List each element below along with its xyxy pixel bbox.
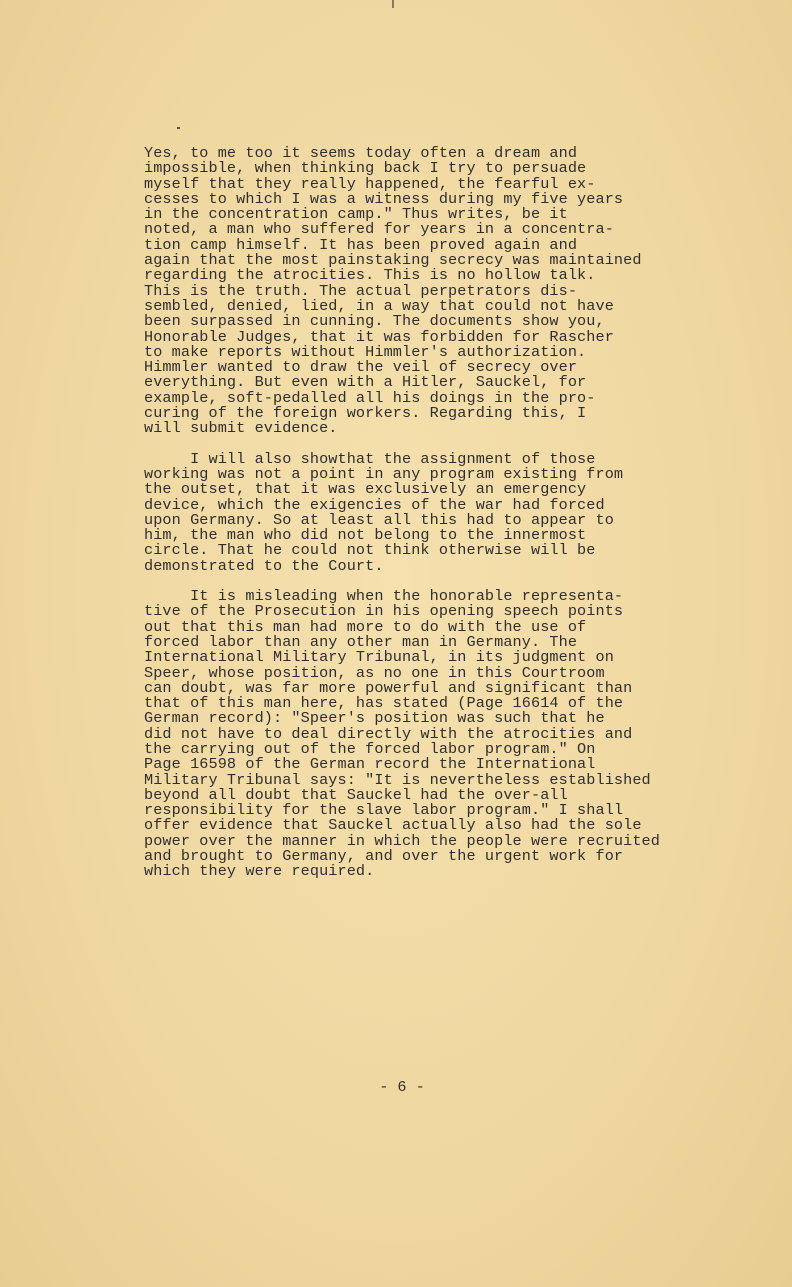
text-line: noted, a man who suffered for years in a concentra-	[144, 220, 614, 239]
text-line: impossible, when thinking back I try to persuade	[144, 159, 587, 178]
text-line: been surpassed in cunning. The documents show you,	[144, 312, 605, 331]
body-text	[144, 146, 704, 895]
text-line: the outset, that it was exclusively an emergency	[144, 480, 587, 499]
text-line: cesses to which I was a witness during my five years	[144, 189, 624, 208]
text-line: and brought to Germany, and over the urgent work for	[144, 847, 624, 866]
text-line: curing of the foreign workers. Regarding this, I	[144, 404, 587, 423]
text-line: Yes, to me too it seems today often a dream and	[144, 144, 578, 162]
text-line: can doubt, was far more powerful and significant than	[144, 678, 633, 697]
text-line: will submit evidence.	[144, 419, 338, 438]
text-line: that of this man here, has stated (Page 16614 of the	[144, 694, 624, 713]
text-line: circle. That he could not think otherwise will be	[144, 541, 596, 560]
text-line: International Military Tribunal, in its judgment on	[144, 648, 614, 667]
text-line: working was not a point in any program existing from	[144, 464, 624, 483]
stray-ink-mark	[177, 127, 180, 129]
text-line: forced labor than any other man in Germany. The	[144, 632, 578, 651]
text-line: Speer, whose position, as no one in this Courtroom	[144, 663, 605, 682]
text-line: the carrying out of the forced labor program." On	[144, 739, 596, 758]
text-line: tive of the Prosecution in his opening speech points	[144, 602, 624, 621]
page-number: - 6 -	[379, 1078, 425, 1096]
text-line: power over the manner in which the people were recruited	[144, 831, 660, 850]
text-line: This is the truth. The actual perpetrators dis-	[144, 281, 578, 300]
paragraph-2	[144, 449, 704, 575]
text-line: Himmler wanted to draw the veil of secrecy over	[144, 358, 578, 377]
text-line: Honorable Judges, that it was forbidden for Rascher	[144, 327, 614, 346]
text-line: demonstrated to the Court.	[144, 556, 384, 575]
text-line: myself that they really happened, the fearful ex-	[144, 174, 596, 193]
text-line: him, the man who did not belong to the innermost	[144, 526, 587, 545]
text-line: sembled, denied, lied, in a way that could not have	[144, 296, 614, 315]
text-line: Military Tribunal says: "It is nevertheless established	[144, 770, 651, 789]
text-line: example, soft-pedalled all his doings in the pro-	[144, 388, 596, 407]
text-line: offer evidence that Sauckel actually also had the sole	[144, 816, 642, 835]
text-line: I will also showthat the assignment of those	[144, 449, 596, 468]
text-line: regarding the atrocities. This is no hollow talk.	[144, 266, 596, 285]
text-line: tion camp himself. It has been proved again and	[144, 235, 578, 254]
text-line: German record): "Speer's position was such that he	[144, 709, 605, 728]
text-line: beyond all doubt that Sauckel had the over-all	[144, 785, 568, 804]
text-line: upon Germany. So at least all this had to appear to	[144, 510, 614, 529]
text-line: did not have to deal directly with the atrocities and	[144, 724, 633, 743]
text-line: It is misleading when the honorable representa-	[144, 587, 624, 606]
text-line: responsibility for the slave labor program." I shall	[144, 801, 624, 820]
text-line: which they were required.	[144, 862, 375, 881]
text-line: to make reports without Himmler's authorization.	[144, 342, 587, 361]
text-line: everything. But even with a Hitler, Sauckel, for	[144, 373, 587, 392]
text-line: out that this man had more to do with the use of	[144, 617, 587, 636]
binding-mark	[392, 0, 394, 8]
text-line: in the concentration camp." Thus writes, be it	[144, 205, 568, 224]
text-line: device, which the exigencies of the war had forced	[144, 495, 605, 514]
text-line: again that the most painstaking secrecy was maintained	[144, 251, 642, 270]
paragraph-1	[144, 146, 704, 437]
paragraph-3	[144, 589, 704, 880]
text-line: Page 16598 of the German record the International	[144, 755, 596, 774]
